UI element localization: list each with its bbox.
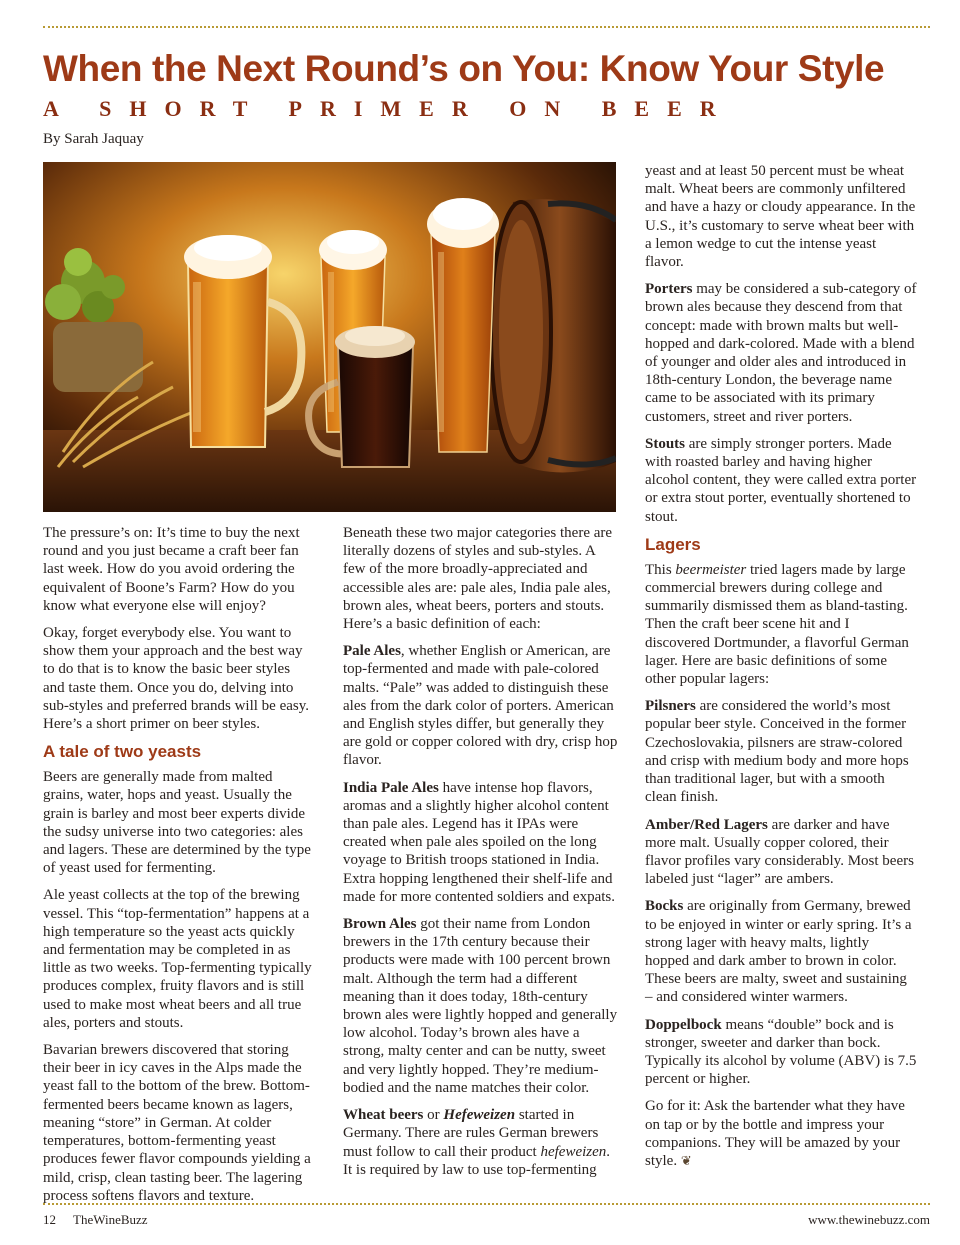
column-2 [343, 524, 618, 1188]
wheat-continued: yeast and at least 50 percent must be wheat malt. Wheat beers are commonly unfiltered and have a hazy or cloudy appearance. In the U.S., it’s customary to serve wheat beer with a lemon wedge to cut the intense yeast flavor. [645, 163, 916, 271]
intro-paragraph-2: Okay, forget everybody else. You want to show them your approach and the best way to do that is to know the basic beer styles and taste them. Once you do, delving into sub-styles and preferred brands will be easy. Here’s a short primer on beer styles. [43, 625, 310, 733]
doppelbock-text: means “double” bock and is stronger, sweeter and darker than bock. Typically its alcohol by volume (ABV) is 7.5 percent or higher. [645, 1016, 917, 1088]
amber-lagers-paragraph [645, 816, 917, 889]
beer-photo [43, 162, 616, 512]
hefeweizen-term: Hefeweizen [443, 1107, 516, 1124]
ipa-term: India Pale Ales [343, 779, 439, 796]
closing-text: Go for it: Ask the bartender what they have on tap or by the bottle and impress your companions. They will be amazed by your style. [645, 1098, 905, 1169]
amber-lagers-term: Amber/Red Lagers [645, 816, 768, 833]
pale-ales-text: , whether English or American, are top-fermented and made with pale-colored malts. “Pale” was added to distinguish these ales from the dark color of porters. American and English styles differ, but generally they are gold or copper colored with dry, crisp hop flavor. [343, 643, 618, 769]
brown-ales-term: Brown Ales [343, 916, 417, 933]
brown-ales-paragraph [343, 915, 618, 1097]
amber-lagers-text: are darker and have more malt. Usually copper colored, their flavor profiles vary considerably. Most beers labeled just “lager” are ambers. [645, 816, 914, 888]
end-mark-icon: ❦ [680, 1152, 692, 1168]
hefeweizen-emphasis: hefeweizen [540, 1143, 607, 1160]
column-3 [645, 162, 917, 1179]
doppelbock-paragraph [645, 1016, 917, 1089]
pilsners-term: Pilsners [645, 698, 696, 715]
wheat-beers-text-2: . It is required by law to use top-fermenting [343, 1143, 611, 1178]
lagers-intro-a: This [645, 561, 676, 578]
pale-ales-paragraph [343, 642, 618, 769]
ales-intro: Beneath these two major categories there are literally dozens of styles and sub-styles. A few of the more broadly-appreciated and accessible ales are: pale ales, India pale ales, brown ales, wheat beers, porters and stouts. Here’s a basic definition of each: [343, 525, 613, 633]
closing-paragraph [645, 1097, 917, 1170]
barrel-icon [491, 199, 616, 472]
publication-name: TheWineBuzz [73, 1212, 148, 1227]
porters-term: Porters [645, 281, 693, 298]
yeasts-paragraph-3: Bavarian brewers discovered that storing their beer in icy caves in the Alps made the yeast fall to the bottom of the brew. Bottom-fermented beers became known as lagers, meaning “store” in German. At colder temperatures, bottom-fermenting yeast produces fewer flavor compounds yielding a mild, crisp, clean tasting beer. The lagering process softens flavors and texture. [43, 1042, 311, 1204]
pale-ales-term: Pale Ales [343, 643, 401, 660]
lagers-intro-b: tried lagers made by large commercial brewers during college and summarily dismissed them as bland-tasting. Then the craft beer scene hit and I discovered Dortmunder, a flavorful German lager. Here are basic definitions of some other popular lagers: [645, 561, 909, 688]
bottom-divider [43, 1203, 930, 1205]
heading-lagers: Lagers [645, 534, 701, 554]
ipa-text: have intense hop flavors, aromas and a slightly higher alcohol content than pale ales. Legend has it IPAs were created when pale ales spoiled on the long voyage to British troops stationed in India. Extra hopping lengthened their shelf-life and made for more contented soldiers and expats. [343, 779, 615, 905]
column-1 [43, 524, 315, 1214]
byline: By Sarah Jaquay [43, 131, 144, 147]
stouts-term: Stouts [645, 435, 686, 452]
article-title: When the Next Round’s on You: Know Your Style [43, 48, 885, 89]
wheat-beers-term: Wheat beers [343, 1107, 424, 1124]
page-number: 12 [43, 1212, 56, 1227]
footer-left [43, 1212, 148, 1228]
wheat-beers-text: started in Germany. There are rules German brewers must follow to call their product [343, 1107, 599, 1160]
brown-ales-text: got their name from London brewers in the 17th century because their products were made with 100 percent brown malt. Although the term had a different meaning than it does today, 18th-century brown ales were lightly hopped and generally low alcohol. Today’s brown ales have a strong, malty center and can be nutty, sweet and very lightly hopped. They’re medium-bodied and the name matches their color. [343, 916, 618, 1096]
porters-paragraph [645, 280, 917, 426]
stouts-text: are simply stronger porters. Made with roasted barley and having higher alcohol content, they were called extra porter or extra stout porter, eventually shortened to stout. [645, 435, 917, 525]
lagers-intro [645, 561, 917, 688]
bocks-text: are originally from Germany, brewed to be enjoyed in winter or early spring. It’s a strong lager with heavy malts, lightly hopped and dark amber to brown in color. These beers are malty, sweet and sustaining – and considered winter warmers. [645, 898, 912, 1006]
beermeister-emphasis: beermeister [675, 561, 747, 578]
top-divider [43, 26, 930, 28]
beer-glasses-barrel-image [43, 162, 616, 512]
stouts-paragraph [645, 435, 917, 526]
ipa-paragraph [343, 779, 618, 906]
bocks-paragraph [645, 897, 917, 1006]
doppelbock-term: Doppelbock [645, 1016, 722, 1033]
porters-text: may be considered a sub-category of brown ales because they descend from that concept: made with brown malts but well-hopped and dark-colored. Made with a blend of younger and older ales and introduced in 18th-century London, the beverage name came to be associated with its primary customers, street and river porters. [645, 281, 917, 425]
yeasts-paragraph-1: Beers are generally made from malted grains, water, hops and yeast. Usually the grain is barley and most beer experts divide the sudsy universe into two categories: ales and lagers. These are determined by the type of yeast used for fermenting. [43, 769, 311, 877]
wheat-or: or [423, 1107, 444, 1124]
bocks-term: Bocks [645, 898, 684, 915]
heading-two-yeasts: A tale of two yeasts [43, 742, 202, 762]
tall-glass-icon [427, 198, 499, 452]
footer-url[interactable]: www.thewinebuzz.com [808, 1212, 930, 1227]
yeasts-paragraph-2: Ale yeast collects at the top of the brewing vessel. This “top-fermentation” happens at a high temperature so the yeast acts quickly and fermentation may be completed in as little as two weeks. Top-fermenting typically produces complex, fruity flavors and is still used to make most wheat beers and all true ales, porters and stouts. [43, 887, 312, 1031]
wheat-beers-paragraph [343, 1106, 618, 1179]
pilsners-paragraph [645, 697, 917, 806]
intro-paragraph-1: The pressure’s on: It’s time to buy the next round and you just became a craft beer fan last week. How do you avoid ordering the equivalent of Boone’s Farm? How do you know what everyone else will enjoy? [43, 525, 300, 614]
article-subtitle: A SHORT PRIMER ON BEER [43, 96, 734, 121]
pilsners-text: are considered the world’s most popular beer style. Conceived in the former Czechoslovakia, pilsners are straw-colored and crisp with medium body and more hops than traditional lager, but with a smooth clean finish. [645, 698, 909, 806]
